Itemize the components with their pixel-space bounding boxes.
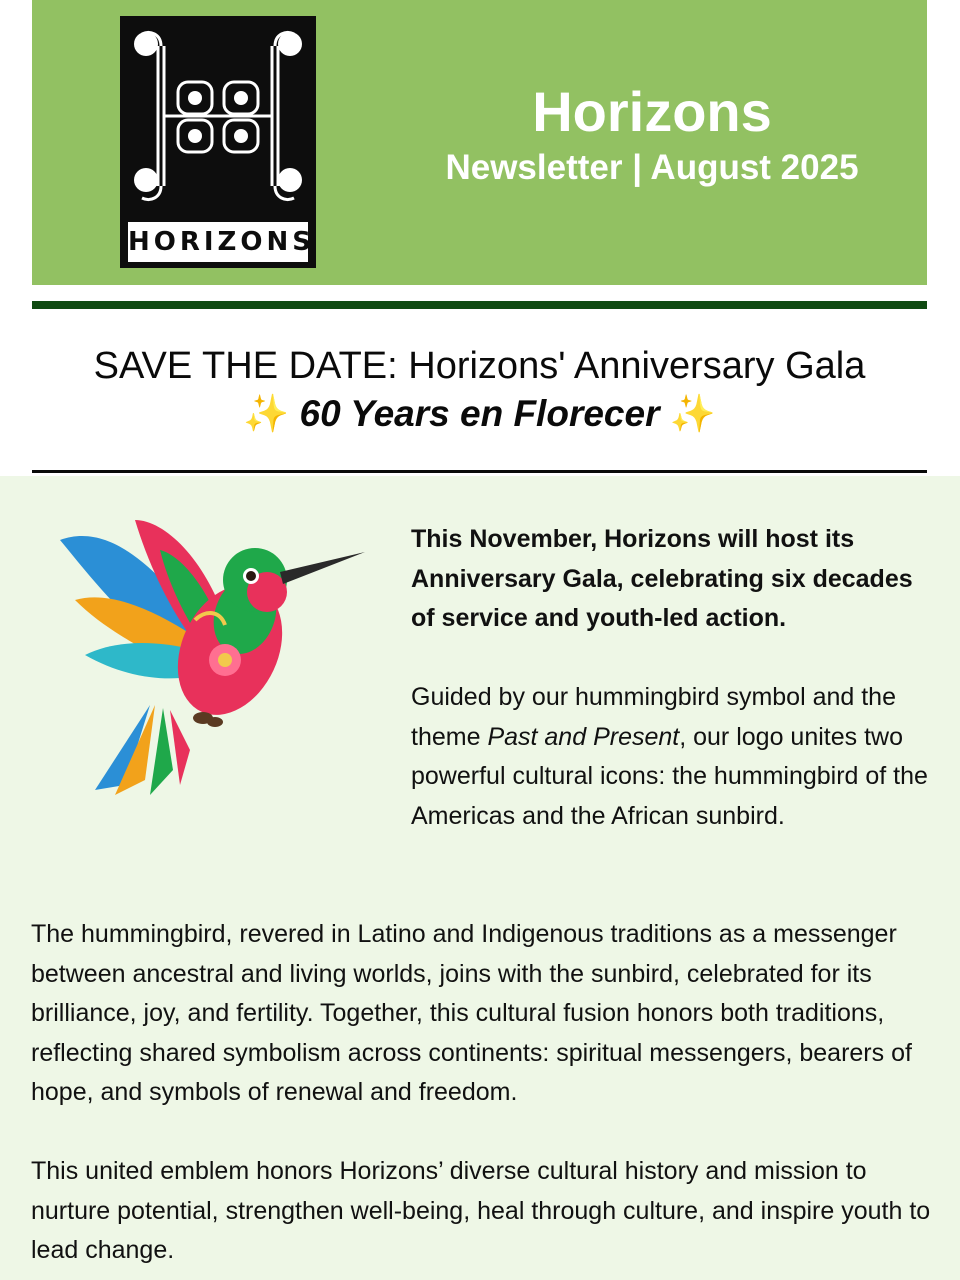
newsletter-subtitle: Newsletter | August 2025: [445, 148, 859, 187]
sparkle-icon: ✨: [243, 393, 290, 434]
hummingbird-symbolism-paragraph: The hummingbird, revered in Latino and Indigenous traditions as a messenger between ancestral and living worlds, joins with the sunbird, celebrated for its brilliance, joy, and fertility. Together, this cultural fusion honors both traditions, reflecting shared symbolism across continents: spiritual messengers, bearers of hope, and symbols of renewal and freedom.: [31, 920, 912, 1106]
newsletter-title: Horizons: [532, 80, 772, 143]
newsletter-header: [32, 0, 927, 285]
header-divider: [32, 301, 927, 309]
gala-tagline: [32, 390, 927, 438]
logo-wordmark: HORIZONS: [120, 222, 316, 262]
sparkle-icon: ✨: [669, 393, 716, 434]
tagline-text: 60 Years en Florecer: [299, 393, 660, 434]
emblem-mission-paragraph: This united emblem honors Horizons’ diverse cultural history and mission to nurture potential, strengthen well-being, heal through culture, and inspire youth to lead change.: [31, 1157, 931, 1264]
horizons-logo-icon: [120, 16, 316, 268]
headline-divider: [32, 470, 927, 473]
save-the-date-headline: SAVE THE DATE: Horizons' Anniversary Gala: [93, 345, 866, 387]
gala-announcement-lead: This November, Horizons will host its Anniversary Gala, celebrating six decades of service and youth-led action.: [411, 525, 913, 632]
logo-description-paragraph: Guided by our hummingbird symbol and the theme Past and Present, our logo unites two powerful cultural icons: the hummingbird of the Americas and the African sunbird.: [411, 683, 928, 830]
hummingbird-illustration-icon: [55, 500, 370, 800]
